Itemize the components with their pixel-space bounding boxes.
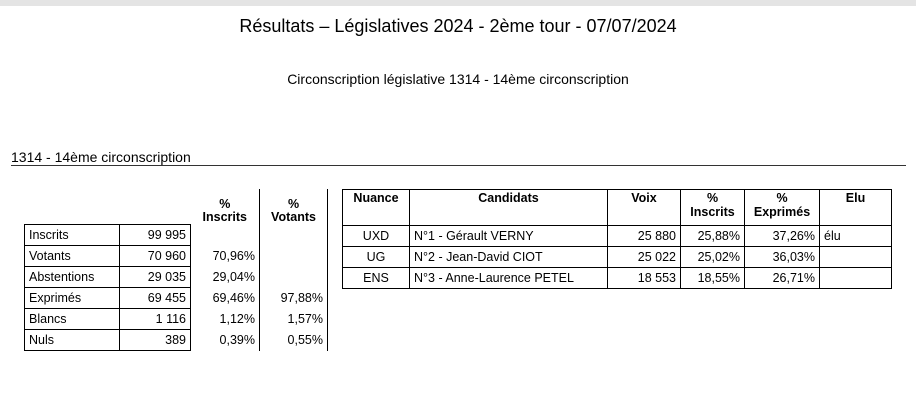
stats-header-pct-inscrits-label: Inscrits [202,209,247,224]
table-row [25,288,328,309]
stats-pct-inscrits: 69,46% [191,288,260,309]
header-pct-exprimes [745,190,820,226]
header-pct-inscrits-symbol: % [706,191,719,205]
page-title: Résultats – Législatives 2024 - 2ème tour - 07/07/2024 [239,16,677,36]
stats-label: Exprimés [25,288,120,309]
stats-label: Votants [25,246,120,267]
stats-label: Inscrits [25,225,120,246]
stats-header-pct-inscrits-symbol: % [219,196,231,211]
candidate-pct-inscrits: 25,02% [681,247,745,268]
stats-header-row [25,189,328,225]
table-row [343,226,892,247]
stats-value: 389 [120,330,191,351]
stats-pct-votants: 0,55% [260,330,328,351]
stats-pct-votants: 1,57% [260,309,328,330]
candidate-pct-exprimes: 37,26% [745,226,820,247]
table-row [25,330,328,351]
table-row [343,268,892,289]
table-row [25,267,328,288]
candidate-elu: élu [820,226,892,247]
header-pct-exprimes-symbol: % [776,191,788,205]
stats-value: 70 960 [120,246,191,267]
stats-header-pct-votants-label: Votants [271,209,316,224]
stats-value: 99 995 [120,225,191,246]
header-pct-inscrits [681,190,745,226]
stats-pct-votants [260,246,328,267]
stats-header-label [25,189,120,225]
table-row [25,309,328,330]
stats-pct-inscrits: 0,39% [191,330,260,351]
stats-header-pct-votants [260,189,328,225]
stats-value: 69 455 [120,288,191,309]
candidate-pct-inscrits: 18,55% [681,268,745,289]
stats-pct-inscrits: 1,12% [191,309,260,330]
stats-pct-inscrits: 29,04% [191,267,260,288]
stats-pct-votants [260,225,328,246]
section-divider [11,165,906,166]
candidate-nuance: ENS [343,268,410,289]
page-subtitle: Circonscription législative 1314 - 14ème circonscription [287,71,629,87]
candidate-name: N°1 - Gérault VERNY [410,226,608,247]
candidate-pct-exprimes: 36,03% [745,247,820,268]
stats-label: Abstentions [25,267,120,288]
table-row [25,225,328,246]
top-bar [0,0,916,6]
candidate-elu [820,247,892,268]
candidate-nuance: UG [343,247,410,268]
candidate-voix: 25 022 [608,247,681,268]
candidate-pct-exprimes: 26,71% [745,268,820,289]
header-pct-inscrits-label: Inscrits [690,205,735,219]
candidates-table [342,189,892,289]
candidate-voix: 25 880 [608,226,681,247]
stats-value: 29 035 [120,267,191,288]
stats-pct-votants [260,267,328,288]
header-candidats: Candidats [410,190,608,226]
stats-header-pct-inscrits [191,189,260,225]
candidate-pct-inscrits: 25,88% [681,226,745,247]
section-title: 1314 - 14ème circonscription [11,149,191,165]
header-pct-exprimes-label: Exprimés [753,205,811,219]
table-row [25,246,328,267]
stats-value: 1 116 [120,309,191,330]
stats-header-value [120,189,191,225]
header-elu: Elu [820,190,892,226]
candidate-elu [820,268,892,289]
candidate-voix: 18 553 [608,268,681,289]
stats-label: Blancs [25,309,120,330]
header-voix: Voix [608,190,681,226]
candidate-nuance: UXD [343,226,410,247]
stats-table [24,189,328,351]
candidate-name: N°2 - Jean-David CIOT [410,247,608,268]
candidate-name: N°3 - Anne-Laurence PETEL [410,268,608,289]
stats-pct-inscrits [191,225,260,246]
stats-pct-votants: 97,88% [260,288,328,309]
candidates-header-row [343,190,892,226]
stats-header-pct-votants-symbol: % [287,196,300,211]
stats-label: Nuls [25,330,120,351]
table-row [343,247,892,268]
header-nuance: Nuance [343,190,410,226]
stats-pct-inscrits: 70,96% [191,246,260,267]
